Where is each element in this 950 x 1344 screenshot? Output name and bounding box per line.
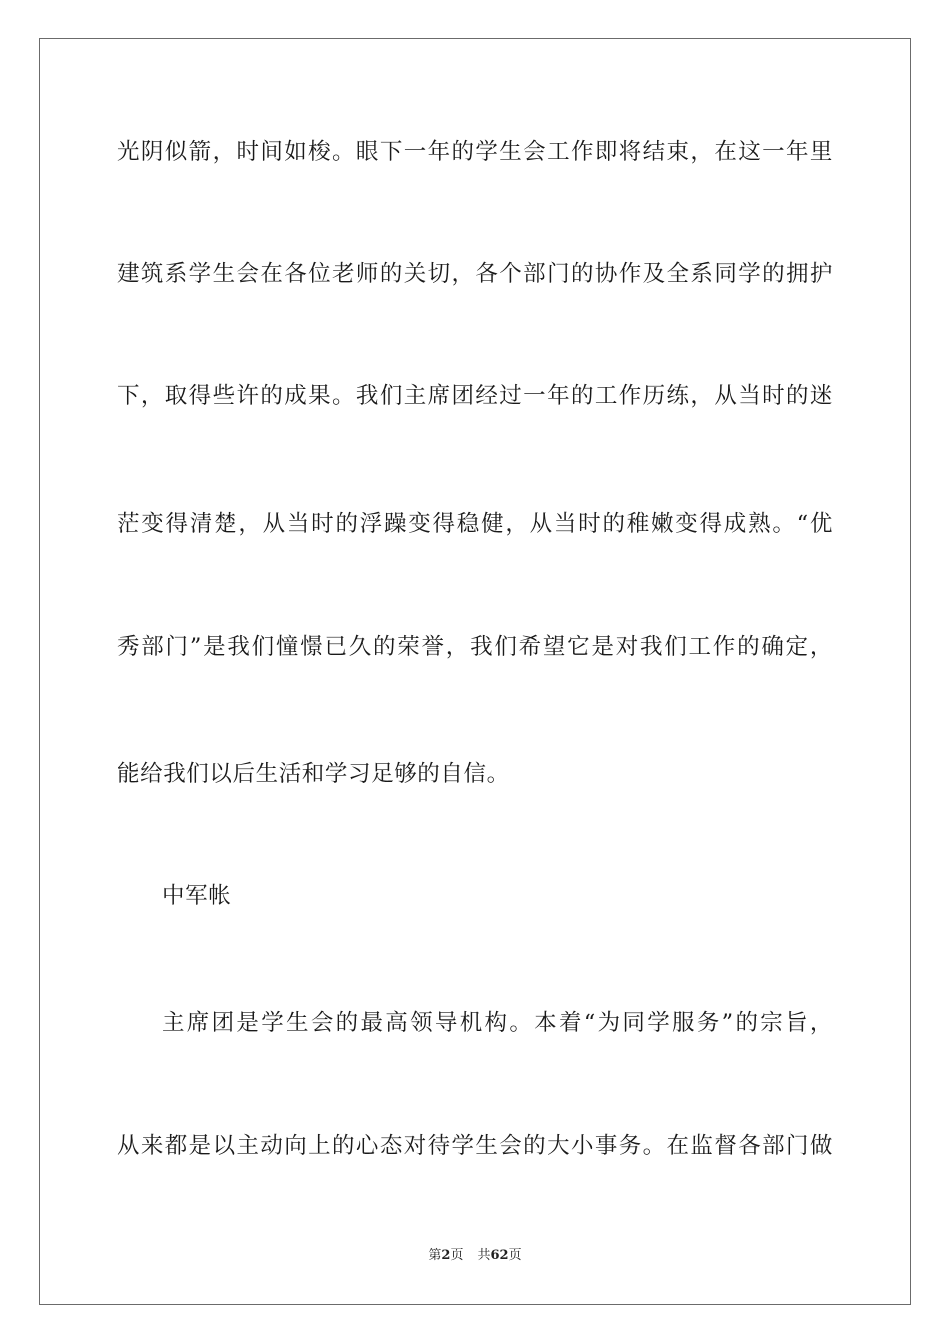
body-line-2: 建筑系学生会在各位老师的关切，各个部门的协作及全系同学的拥护 <box>117 261 833 287</box>
footer-page-suffix: 页 <box>450 1248 464 1263</box>
footer-page-number: 2 <box>441 1248 451 1263</box>
footer-total-pages: 62 <box>490 1248 509 1263</box>
body-line-8: 主席团是学生会的最高领导机构。本着“为同学服务”的宗旨， <box>162 1010 833 1036</box>
body-line-3: 下，取得些许的成果。我们主席团经过一年的工作历练，从当时的迷 <box>117 383 833 409</box>
page-footer <box>0 1246 950 1266</box>
body-line-9: 从来都是以主动向上的心态对待学生会的大小事务。在监督各部门做 <box>117 1133 833 1159</box>
footer-total-prefix: 共 <box>477 1248 491 1263</box>
body-line-6: 能给我们以后生活和学习足够的自信。 <box>117 761 510 787</box>
page-frame <box>39 38 911 1305</box>
footer-page-prefix: 第 <box>428 1248 442 1263</box>
footer-total-suffix: 页 <box>508 1248 522 1263</box>
body-line-4: 茫变得清楚，从当时的浮躁变得稳健，从当时的稚嫩变得成熟。“优 <box>117 511 833 537</box>
body-line-5: 秀部门”是我们憧憬已久的荣誉，我们希望它是对我们工作的确定， <box>117 634 833 660</box>
body-line-1: 光阴似箭，时间如梭。眼下一年的学生会工作即将结束，在这一年里 <box>117 139 833 165</box>
section-heading: 中军帐 <box>162 883 232 909</box>
